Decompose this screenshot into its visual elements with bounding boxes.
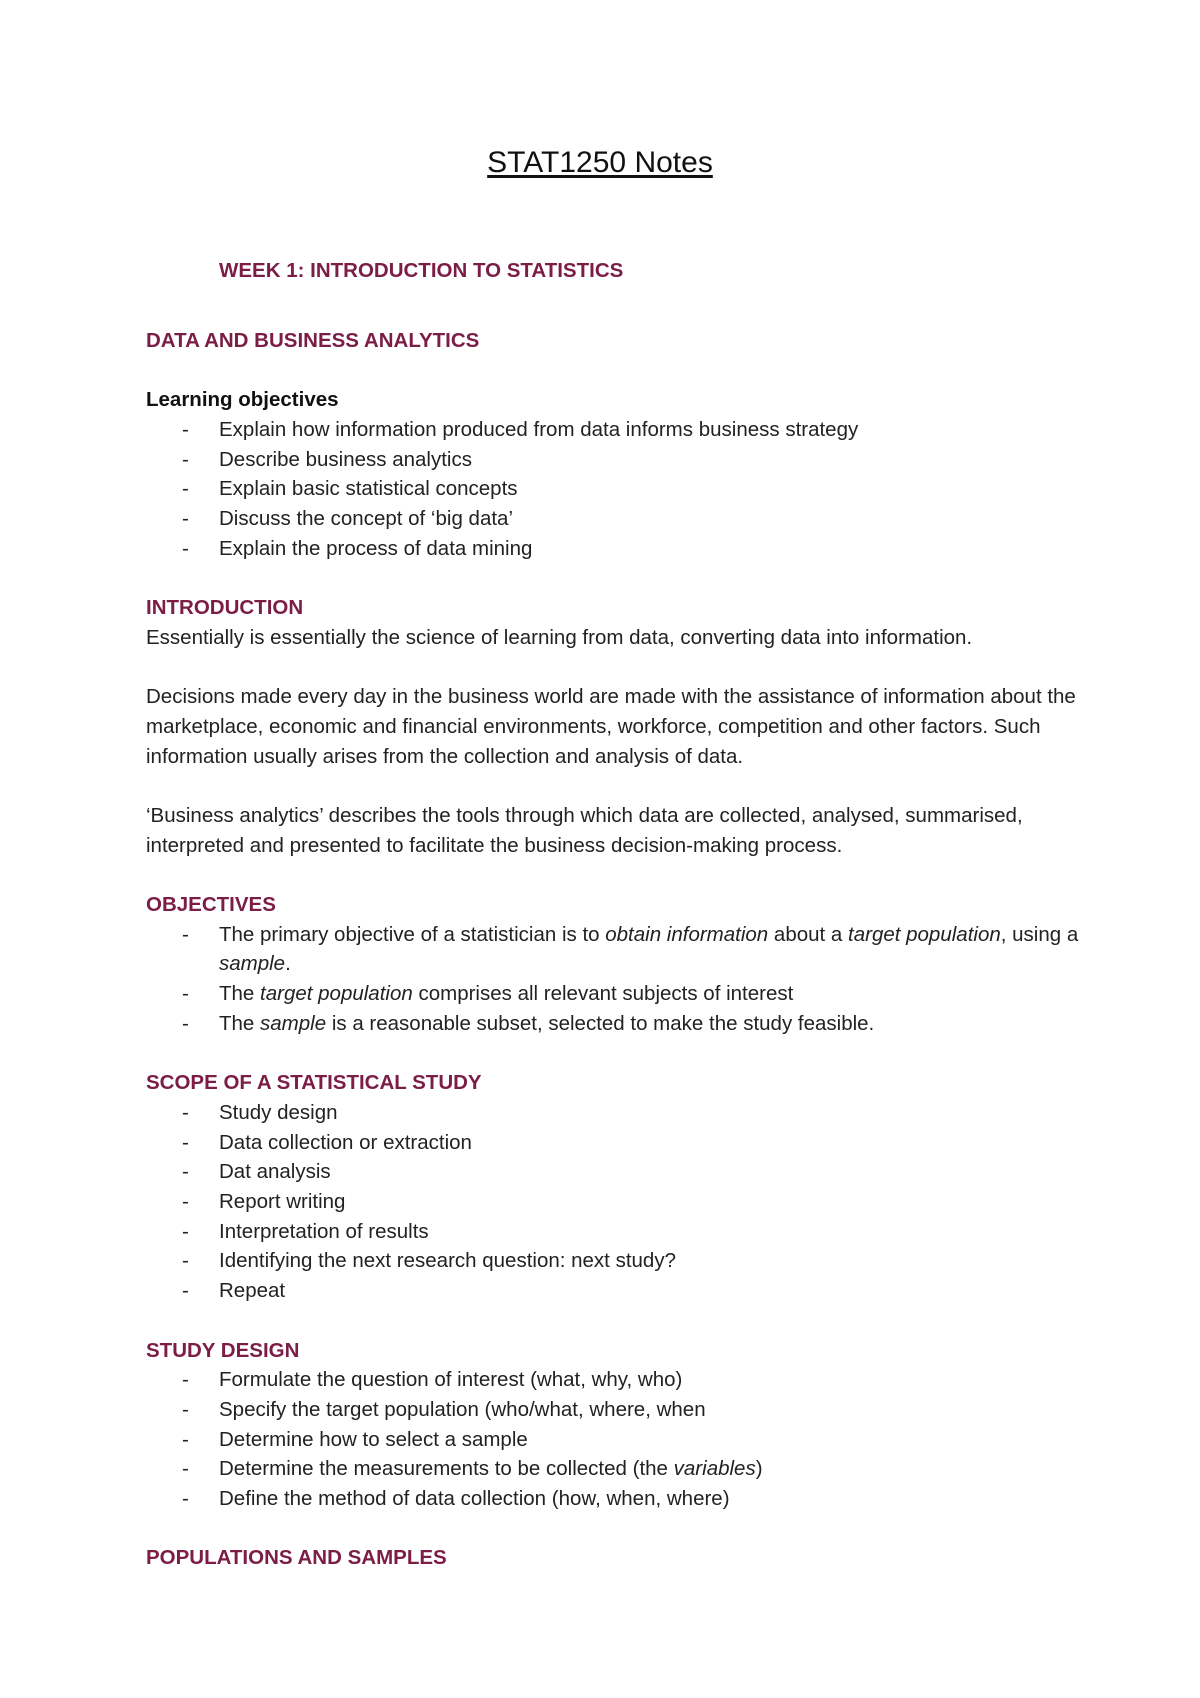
text-run: ) bbox=[755, 1457, 763, 1481]
spacer bbox=[146, 1514, 1086, 1544]
text-run: The bbox=[219, 1011, 261, 1035]
list-item: - Explain basic statistical concepts bbox=[146, 474, 1086, 504]
emphasis: sample bbox=[260, 1011, 327, 1035]
section-heading-objectives: OBJECTIVES bbox=[146, 892, 276, 916]
list-item: - Identifying the next research question: next study? bbox=[146, 1246, 1086, 1276]
emphasis: obtain information bbox=[605, 922, 769, 946]
list-item bbox=[146, 1454, 1086, 1484]
text-run: . bbox=[285, 952, 291, 976]
list-item: - Define the method of data collection (how, when, where) bbox=[146, 1484, 1086, 1514]
text-run: The primary objective of a statistician is to bbox=[219, 922, 606, 946]
spacer bbox=[146, 652, 1086, 682]
list-item: - Dat analysis bbox=[146, 1157, 1086, 1187]
section-heading-scope: SCOPE OF A STATISTICAL STUDY bbox=[146, 1071, 482, 1095]
spacer bbox=[146, 771, 1086, 801]
list-item: - Discuss the concept of ‘big data’ bbox=[146, 504, 1086, 534]
list-item: - Formulate the question of interest (what, why, who) bbox=[146, 1365, 1086, 1395]
spacer bbox=[146, 1039, 1086, 1069]
list-item: - Determine how to select a sample bbox=[146, 1425, 1086, 1455]
spacer bbox=[146, 563, 1086, 593]
list-item: - Interpretation of results bbox=[146, 1217, 1086, 1247]
text-run: is a reasonable subset, selected to make the study feasible. bbox=[326, 1011, 875, 1035]
study-design-list bbox=[146, 1365, 1086, 1514]
list-item bbox=[146, 979, 1086, 1009]
list-item: - Repeat bbox=[146, 1276, 1086, 1306]
section-heading-study-design: STUDY DESIGN bbox=[146, 1338, 300, 1362]
scope-list bbox=[146, 1098, 1086, 1306]
learning-objectives-heading: Learning objectives bbox=[146, 388, 339, 412]
text-run: , using a bbox=[1000, 922, 1079, 946]
emphasis: target population bbox=[260, 982, 413, 1006]
section-heading-data-business-analytics: DATA AND BUSINESS ANALYTICS bbox=[146, 328, 480, 352]
paragraph: ‘Business analytics’ describes the tools through which data are collected, analysed, summarised, interpreted and presented to facilitate the business decision-making process. bbox=[146, 803, 1023, 857]
text-run: comprises all relevant subjects of interest bbox=[412, 982, 794, 1006]
objectives-list bbox=[146, 920, 1086, 1039]
list-item: - Report writing bbox=[146, 1187, 1086, 1217]
document-title: STAT1250 Notes bbox=[487, 146, 713, 179]
text-run: Determine the measurements to be collected (the bbox=[219, 1457, 674, 1481]
list-item bbox=[146, 920, 1086, 979]
text-run: about a bbox=[768, 922, 849, 946]
list-item: - Explain the process of data mining bbox=[146, 534, 1086, 564]
list-item: - Explain how information produced from data informs business strategy bbox=[146, 415, 1086, 445]
list-item: - Specify the target population (who/what, where, when bbox=[146, 1395, 1086, 1425]
emphasis: variables bbox=[673, 1457, 756, 1481]
list-item: - Describe business analytics bbox=[146, 445, 1086, 475]
spacer bbox=[146, 355, 1086, 385]
emphasis: sample bbox=[219, 952, 286, 976]
text-run: The bbox=[219, 982, 261, 1006]
section-heading-introduction: INTRODUCTION bbox=[146, 596, 304, 619]
list-item: - Data collection or extraction bbox=[146, 1128, 1086, 1158]
spacer bbox=[146, 1306, 1086, 1336]
learning-objectives-list bbox=[146, 415, 1086, 564]
paragraph: Essentially is essentially the science of learning from data, converting data into information. bbox=[146, 625, 973, 649]
paragraph: Decisions made every day in the business world are made with the assistance of information about the marketplace, economic and financial environments, workforce, competition and other factors. Such information usually arises from the collection and analysis of data. bbox=[146, 685, 1076, 768]
week-heading: WEEK 1: INTRODUCTION TO STATISTICS bbox=[219, 259, 624, 282]
spacer bbox=[146, 860, 1086, 890]
section-heading-populations-samples: POPULATIONS AND SAMPLES bbox=[146, 1546, 447, 1570]
document-body bbox=[146, 256, 1086, 1573]
emphasis: target population bbox=[848, 922, 1001, 946]
list-item bbox=[146, 1009, 1086, 1039]
list-item: - Study design bbox=[146, 1098, 1086, 1128]
